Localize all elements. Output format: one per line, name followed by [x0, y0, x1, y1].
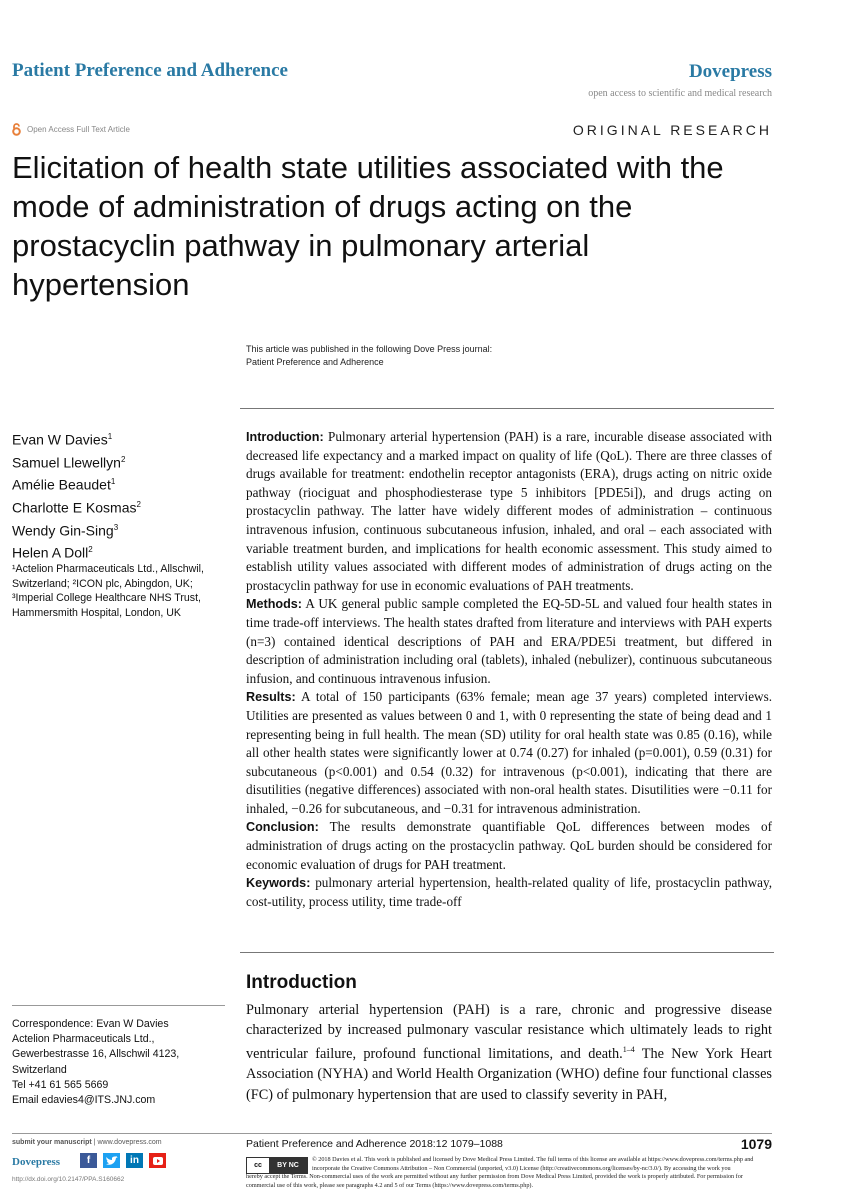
publisher-tagline: open access to scientific and medical research	[588, 88, 772, 99]
introduction-text-2: The New York Heart Association (NYHA) and World Health Organization (WHO) define four functional classes (FC) of pulmonary hypertension that are used to classify severity in PAH,	[246, 1046, 772, 1103]
twitter-icon[interactable]	[103, 1153, 120, 1168]
abstract-methods-label: Methods:	[246, 597, 302, 612]
facebook-icon[interactable]: f	[80, 1153, 97, 1168]
abstract-results-text: A total of 150 participants (63% female; mean age 37 years) completed interviews. Utilities are presented as values between 0 and 1, with 0 representing the state of being dead and 1 representing being in full health. The mean (SD) utility for oral health state was 0.85 (0.16), while all other health states were significantly lower at 0.74 (0.27) for inhaled (p=0.001), 0.59 (0.31) for subcutaneous (p<0.001) and 0.54 (0.32) for intravenous (p<0.001), indicating that there are disutilities (negative differences) associated with non-oral health states. Disutilities were −0.11 for inhaled, −0.26 for subcutaneous, and −0.31 for intravenous administration.	[246, 689, 772, 816]
cc-icon: cc	[247, 1158, 269, 1173]
author-item	[12, 518, 141, 541]
abstract-results-label: Results:	[246, 690, 296, 705]
social-icons	[80, 1153, 166, 1168]
author-item	[12, 427, 141, 450]
license-text-1: © 2018 Davies et al. This work is published and licensed by Dove Medical Press Limited. The full terms of this license are available at https://www.dovepress.com/terms.php and incorporate the Creative Commons Attribution – Non Commercial (unported, v3.0) License (http://creativecommons.org/licenses/by-nc/3.0/). By accessing the work you	[312, 1156, 754, 1172]
linkedin-icon[interactable]: in	[126, 1153, 143, 1168]
abstract-conclusion-text: The results demonstrate quantifiable QoL differences between modes of administration of drugs acting on the prostacyclin pathway. QoL burden should be considered for economic evaluation of drugs for PAH treatment.	[246, 819, 772, 872]
introduction-body	[246, 1000, 772, 1105]
author-affiliation-mark: 2	[88, 545, 93, 555]
publish-note	[246, 343, 492, 369]
correspondence-email[interactable]: Email edavies4@ITS.JNJ.com	[12, 1094, 156, 1107]
abstract-introduction	[246, 428, 772, 595]
article-title: Elicitation of health state utilities associated with the mode of administration of drugs acting on the prostacyclin pathway in pulmonary arterial hypertension	[12, 150, 724, 302]
submit-manuscript-url[interactable]: www.dovepress.com	[97, 1139, 162, 1146]
abstract-keywords-label: Keywords:	[246, 876, 311, 891]
open-access-icon	[12, 123, 21, 136]
author-list	[12, 427, 141, 563]
correspondence-phone: Tel +41 61 565 5669	[12, 1078, 109, 1091]
affiliations: ¹Actelion Pharmaceuticals Ltd., Allschwil, Switzerland; ²ICON plc, Abingdon, UK; ³Imperial College Healthcare NHS Trust, Hammersmith Hospital, London, UK	[12, 563, 204, 619]
abstract-keywords	[246, 874, 772, 911]
abstract-conclusion-label: Conclusion:	[246, 820, 319, 835]
correspondence-name: Correspondence: Evan W Davies	[12, 1018, 169, 1030]
author-item	[12, 540, 141, 563]
publish-note-journal: Patient Preference and Adherence	[246, 357, 384, 367]
abstract-results	[246, 688, 772, 818]
author-item	[12, 495, 141, 518]
open-access-label: Open Access Full Text Article	[27, 125, 131, 134]
author-name: Wendy Gin-Sing	[12, 522, 114, 539]
correspondence-country: Switzerland	[12, 1063, 67, 1076]
author-item	[12, 450, 141, 473]
publish-note-line1: This article was published in the following Dove Press journal:	[246, 344, 493, 354]
cc-license-badge[interactable]	[246, 1157, 308, 1174]
author-affiliation-mark: 2	[120, 454, 126, 464]
submit-manuscript-label[interactable]: submit your manuscript	[12, 1139, 92, 1146]
introduction-heading: Introduction	[246, 972, 357, 993]
license-text-2: hereby accept the Terms. Non-commercial uses of the work are permitted without any further permission from Dove Medical Press Limited, provided the work is properly attributed. For permission for commercial use of this work, please see paragraphs 4.2 and 5 of our Terms (https://www.dovepress.com/terms.php).	[246, 1173, 743, 1189]
article-type: ORIGINAL RESEARCH	[572, 122, 772, 138]
author-name: Charlotte E Kosmas	[12, 499, 137, 516]
author-affiliation-mark: 2	[136, 499, 141, 509]
author-affiliation-mark: 1	[110, 477, 116, 487]
author-affiliation-mark: 3	[113, 522, 119, 532]
journal-name: Patient Preference and Adherence	[12, 60, 288, 81]
author-item	[12, 472, 141, 495]
by-nc-label: BY NC	[269, 1158, 307, 1173]
open-access-row	[12, 123, 130, 136]
author-name: Amélie Beaudet	[12, 476, 111, 493]
youtube-icon[interactable]	[149, 1153, 166, 1168]
correspondence-org: Actelion Pharmaceuticals Ltd.,	[12, 1033, 155, 1046]
abstract-keywords-text: pulmonary arterial hypertension, health-related quality of life, prostacyclin pathway, cost-utility, process utility, time trade-off	[246, 875, 772, 909]
introduction-citation[interactable]: 1–4	[622, 1045, 635, 1055]
correspondence	[12, 1017, 230, 1108]
left-divider	[12, 1005, 225, 1006]
abstract-conclusion	[246, 818, 772, 874]
footer-citation: Patient Preference and Adherence 2018:12 1079–1088	[246, 1138, 503, 1150]
abstract	[246, 428, 772, 911]
author-name: Evan W Davies	[12, 431, 108, 448]
author-name: Helen A Doll	[12, 544, 89, 561]
footer-divider	[12, 1133, 772, 1134]
correspondence-street: Gewerbestrasse 16, Allschwil 4123,	[12, 1048, 180, 1061]
doi-link[interactable]: http://dx.doi.org/10.2147/PPA.S160662	[12, 1176, 125, 1183]
abstract-introduction-text: Pulmonary arterial hypertension (PAH) is a rare, incurable disease associated with decreased life expectancy and a marked impact on quality of life (QoL). There are three classes of drugs available for treatment: endothelin receptor antagonists (ERA), drugs acting on nitric oxide pathway (riociguat and phosphodiesterase type 5 inhibitors [PDE5i]), and drugs acting on prostacyclin pathway. The latter have widely different modes of administration – continuous intravenous infusion, continuous subcutaneous infusion, inhaled, and oral – each associated with variable treatment burden, and implications for health economic assessment. This study aimed to establish utility values associated with different modes of administration of drugs acting on the prostacyclin pathway for use in economic evaluations of PAH treatments.	[246, 429, 772, 593]
abstract-methods	[246, 595, 772, 688]
publisher-logo[interactable]: Dovepress	[688, 61, 772, 82]
author-affiliation-mark: 1	[107, 432, 113, 441]
author-name: Samuel Llewellyn	[12, 454, 121, 471]
abstract-methods-text: A UK general public sample completed the EQ-5D-5L and valued four health states in time trade-off interviews. The health states drafted from literature and interviews with PAH experts (n=3) contained identical descriptions of PAH and ERA/PDE5i treatment, but differed in description of administration including oral (tablets), inhaled (nebulizer), continuous subcutaneous infusion, and continuous intravenous infusion.	[246, 596, 772, 686]
submit-manuscript-line[interactable]: submit your manuscript | www.dovepress.com	[12, 1139, 162, 1146]
introduction-text-1: Pulmonary arterial hypertension (PAH) is a rare, chronic and progressive disease characterized by increased pulmonary vascular resistance which ultimately leads to right ventricular failure, profound functional limitations, and death.	[246, 1002, 772, 1063]
abstract-introduction-label: Introduction:	[246, 430, 324, 444]
footer-logo[interactable]: Dovepress	[12, 1156, 61, 1168]
page-number: 1079	[740, 1136, 772, 1152]
